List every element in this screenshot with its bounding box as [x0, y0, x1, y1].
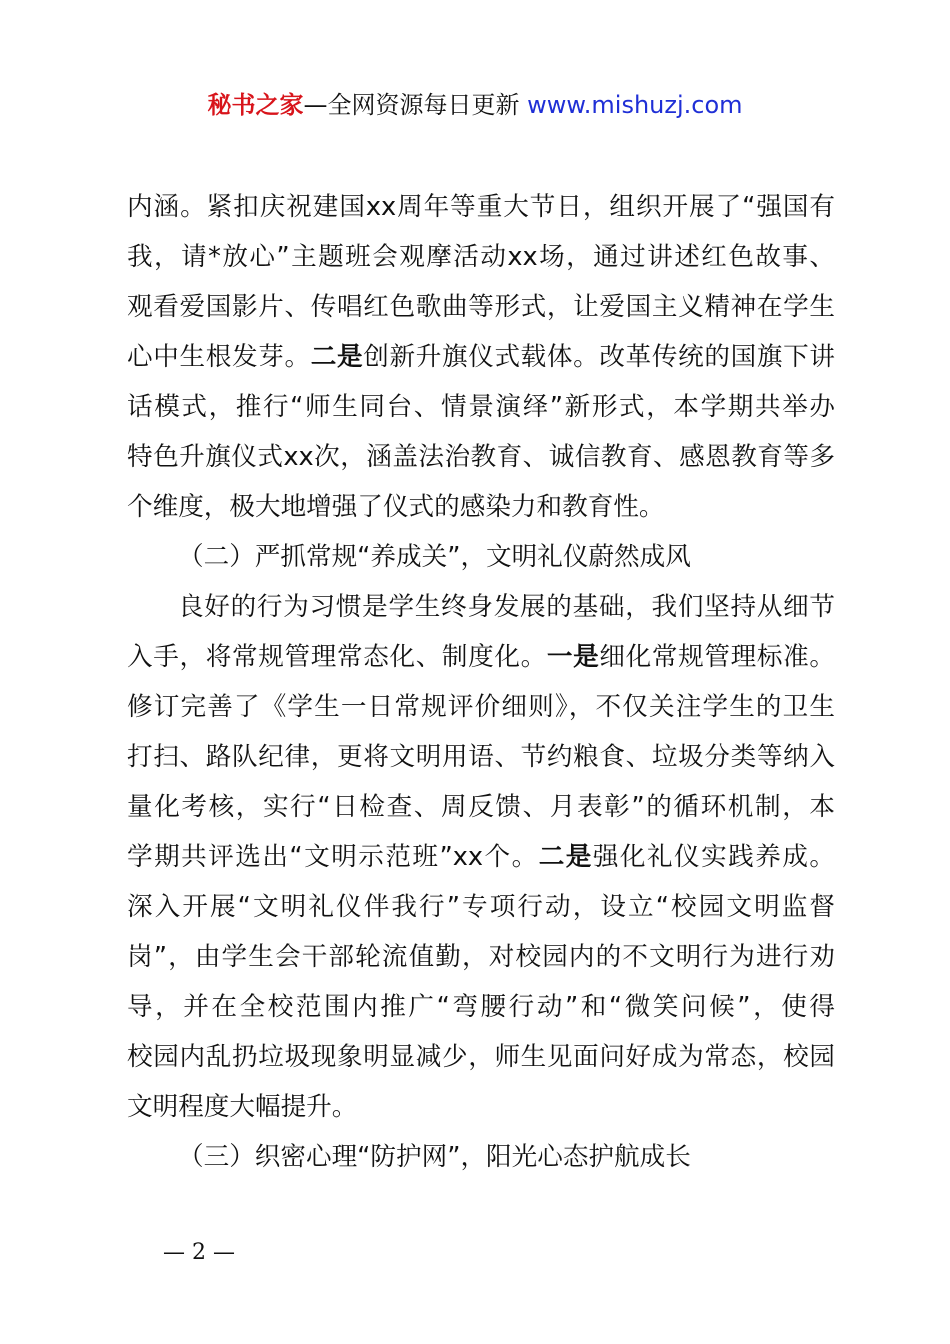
text-line: 文明程度大幅提升。 — [127, 1092, 358, 1122]
bold-marker: 一是 — [546, 642, 600, 672]
text-line — [127, 332, 835, 382]
text-line: 良好的行为习惯是学生终身发展的基础，我们坚持从细节 — [178, 592, 835, 622]
text-run: 强化礼仪实践养成。 — [592, 842, 835, 872]
text-line: 特色升旗仪式xx次，涵盖法治教育、诚信教育、感恩教育等多 — [127, 442, 835, 472]
text-line: 导，并在全校范围内推广“弯腰行动”和“微笑问候”，使得 — [127, 992, 835, 1022]
section-heading: （三）织密心理“防护网”，阳光心态护航成长 — [178, 1142, 691, 1172]
bold-marker: 二是 — [310, 342, 364, 372]
text-line: 个维度，极大地增强了仪式的感染力和教育性。 — [127, 492, 665, 522]
section-heading: （二）严抓常规“养成关”，文明礼仪蔚然成风 — [178, 542, 691, 572]
text-run: 创新升旗仪式载体。改革传统的国旗下讲 — [363, 342, 835, 372]
text-run: 心中生根发芽。 — [127, 342, 311, 372]
text-line: 校园内乱扔垃圾现象明显减少，师生见面问好成为常态，校园 — [127, 1042, 835, 1072]
text-line: 岗”，由学生会干部轮流值勤，对校园内的不文明行为进行劝 — [127, 942, 835, 972]
text-line: 话模式，推行“师生同台、情景演绎”新形式，本学期共举办 — [127, 392, 835, 422]
text-line: 修订完善了《学生一日常规评价细则》，不仅关注学生的卫生 — [127, 692, 835, 722]
text-run: 细化常规管理标准。 — [599, 642, 835, 672]
site-header — [0, 88, 950, 122]
bold-marker: 二是 — [538, 842, 593, 872]
text-line: 我，请*放心”主题班会观摩活动xx场，通过讲述红色故事、 — [127, 242, 835, 272]
site-slogan: —全网资源每日更新 — [303, 91, 520, 119]
text-line: 打扫、路队纪律，更将文明用语、节约粮食、垃圾分类等纳入 — [127, 742, 835, 772]
text-line: 深入开展“文明礼仪伴我行”专项行动，设立“校园文明监督 — [127, 892, 835, 922]
document-body — [127, 182, 835, 1182]
text-line: 内涵。紧扣庆祝建国xx周年等重大节日，组织开展了“强国有 — [127, 192, 835, 222]
text-line: 量化考核，实行“日检查、周反馈、月表彰”的循环机制，本 — [127, 792, 835, 822]
text-line — [127, 632, 835, 682]
text-run: 学期共评选出“文明示范班”xx个。 — [127, 842, 539, 872]
text-line: 观看爱国影片、传唱红色歌曲等形式，让爱国主义精神在学生 — [127, 292, 835, 322]
text-run: 入手，将常规管理常态化、制度化。 — [127, 642, 547, 672]
text-line — [127, 832, 835, 882]
page-number: — 2 — — [163, 1240, 235, 1265]
site-brand: 秘书之家 — [207, 91, 304, 119]
site-url-link[interactable]: www.mishuzj.com — [527, 91, 743, 119]
